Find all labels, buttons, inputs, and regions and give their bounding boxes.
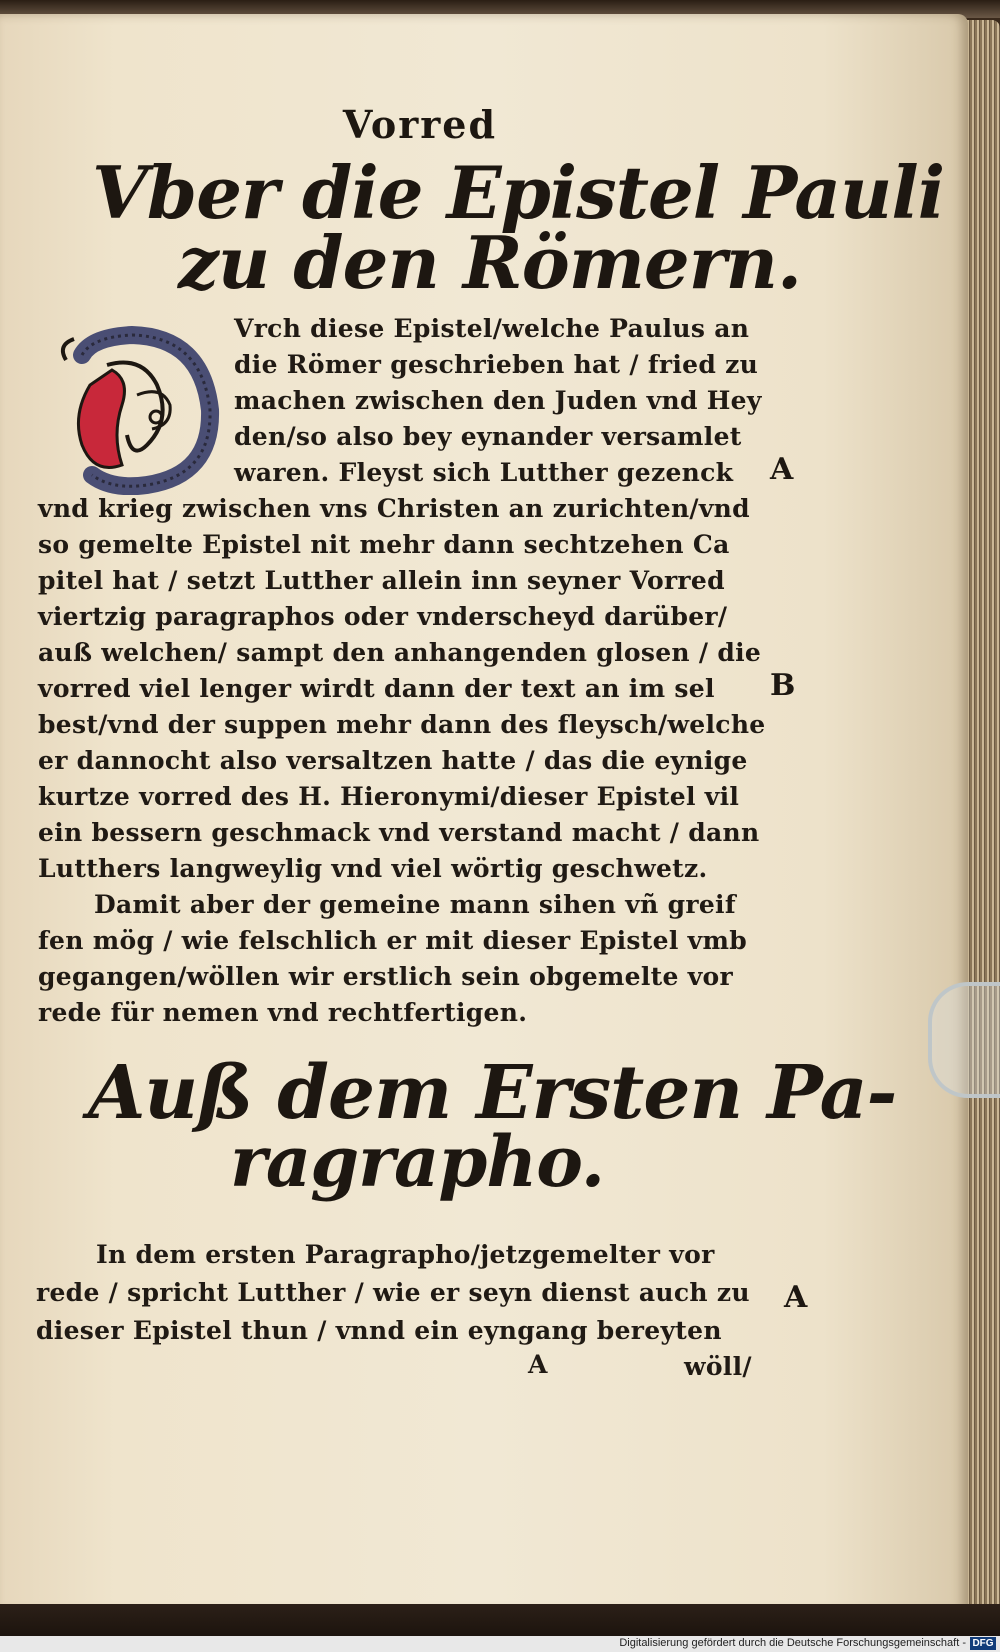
- p1-line-2: die Römer geschrieben hat / fried zu: [234, 350, 759, 379]
- p1-line-13: er dannocht also versaltzen hatte / das die eynige: [38, 746, 748, 775]
- margin-mark-a: A: [770, 452, 794, 487]
- margin-mark-a-2: A: [784, 1280, 808, 1315]
- p3-line-1: In dem ersten Paragrapho/jetzgemelter vor: [96, 1240, 715, 1269]
- p1-line-15: ein bessern geschmack vnd verstand macht / dann: [38, 818, 760, 847]
- decorated-initial-d: [52, 325, 222, 495]
- dfg-logo: DFG: [970, 1637, 996, 1650]
- p3-line-3: dieser Epistel thun / vnnd ein eyngang bereyten: [36, 1316, 722, 1345]
- p2-line-1: Damit aber der gemeine mann sihen vñ greif: [94, 890, 736, 919]
- p1-line-5: waren. Fleyst sich Lutther gezenck: [234, 458, 734, 487]
- p1-line-1: Vrch diese Epistel/welche Paulus an: [234, 314, 750, 343]
- book-bottom-edge: [0, 1604, 1000, 1640]
- p1-line-10: auß welchen/ sampt den anhangenden glosen / die: [38, 638, 762, 667]
- p2-line-2: fen mög / wie felschlich er mit dieser Epistel vmb: [38, 926, 747, 955]
- p1-line-7: so gemelte Epistel nit mehr dann sechtzehen Ca: [38, 530, 730, 559]
- p3-line-2: rede / spricht Lutther / wie er seyn dienst auch zu: [36, 1278, 750, 1307]
- footer-bar: [0, 1636, 1000, 1652]
- p1-line-14: kurtze vorred des H. Hieronymi/dieser Epistel vil: [38, 782, 740, 811]
- p1-line-4: den/so also bey eynander versamlet: [234, 422, 742, 451]
- footer-credit: Digitalisierung gefördert durch die Deutsche Forschungsgemeinschaft -: [619, 1637, 966, 1649]
- margin-mark-b: B: [770, 668, 796, 703]
- p1-line-16: Lutthers langweylig vnd viel wörtig geschwetz.: [38, 854, 708, 883]
- p2-line-3: gegangen/wöllen wir erstlich sein obgemelte vor: [38, 962, 733, 991]
- section-heading-line-1: Auß dem Ersten Pa-: [88, 1050, 897, 1136]
- p1-line-9: viertzig paragraphos oder vnderscheyd darüber/: [38, 602, 728, 631]
- p1-line-8: pitel hat / setzt Lutther allein inn seyner Vorred: [38, 566, 725, 595]
- section-heading-line-2: ragrapho.: [230, 1120, 605, 1203]
- p1-line-6: vnd krieg zwischen vns Christen an zurichten/vnd: [38, 494, 750, 523]
- heading-line-1: Vber die Epistel Pauli: [92, 150, 945, 235]
- p1-line-12: best/vnd der suppen mehr dann des fleysch/welche: [38, 710, 766, 739]
- p1-line-11: vorred viel lenger wirdt dann der text an im sel: [38, 674, 715, 703]
- heading-line-2: zu den Römern.: [178, 220, 802, 305]
- signature-mark: A: [528, 1350, 548, 1379]
- heading-vorred: Vorred: [342, 102, 498, 147]
- page-clip: [928, 982, 1000, 1098]
- p1-line-3: machen zwischen den Juden vnd Hey: [234, 386, 762, 415]
- catchword: wöll/: [684, 1352, 752, 1381]
- p2-line-4: rede für nemen vnd rechtfertigen.: [38, 998, 528, 1027]
